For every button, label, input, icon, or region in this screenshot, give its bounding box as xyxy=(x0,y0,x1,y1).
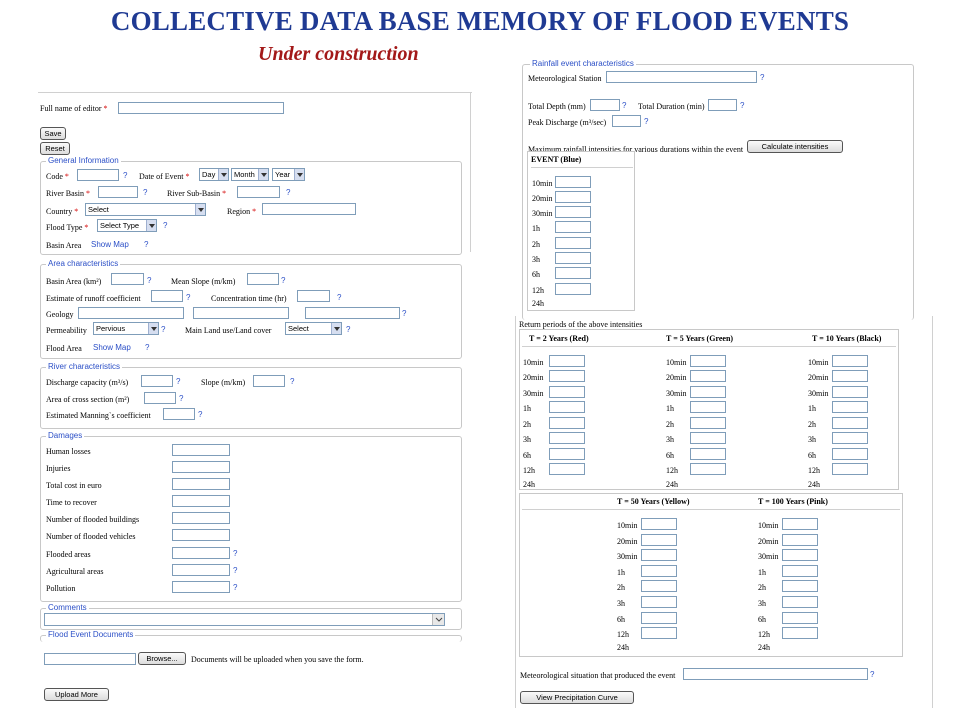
t50-duration-label: 2h xyxy=(617,583,625,592)
t50-duration-label: 24h xyxy=(617,643,629,652)
top-divider xyxy=(38,92,472,93)
t10-duration-label: 2h xyxy=(808,420,816,429)
concentration-time-help-icon[interactable]: ? xyxy=(337,293,342,302)
t100-1h-input[interactable] xyxy=(782,565,818,577)
return-periods-right-edge xyxy=(932,316,933,708)
return-periods-left-edge xyxy=(515,316,516,708)
t50-6h-input[interactable] xyxy=(641,612,677,624)
event-header-divider xyxy=(531,167,633,168)
runoff-coefficient-help-icon[interactable]: ? xyxy=(186,293,191,302)
t10-duration-label: 1h xyxy=(808,404,816,413)
t100-2h-input[interactable] xyxy=(782,580,818,592)
event-6h-input[interactable] xyxy=(555,267,591,279)
page-subtitle: Under construction xyxy=(258,43,419,65)
damage-label-time-to-recover: Time to recover xyxy=(46,498,97,507)
t5-duration-label: 2h xyxy=(666,420,674,429)
t2-duration-label: 3h xyxy=(523,435,531,444)
t5-duration-label: 24h xyxy=(666,480,678,489)
event-duration-label: 3h xyxy=(532,255,540,264)
t5-6h-input[interactable] xyxy=(690,448,726,460)
t100-10min-input[interactable] xyxy=(782,518,818,530)
damage-label-pollution: Pollution xyxy=(46,584,76,593)
mean-slope-help-icon[interactable]: ? xyxy=(281,276,286,285)
total-duration-input[interactable] xyxy=(708,99,737,111)
concentration-time-input[interactable] xyxy=(297,290,330,302)
t10-duration-label: 6h xyxy=(808,451,816,460)
geology-input-3[interactable] xyxy=(305,307,400,319)
river-sub-basin-help-icon[interactable]: ? xyxy=(286,188,291,197)
runoff-coefficient-input[interactable] xyxy=(151,290,183,302)
country-select[interactable]: Select xyxy=(85,203,206,216)
slope-label: Slope (m/km) xyxy=(201,378,246,387)
river-basin-label: River Basin * xyxy=(46,189,90,198)
t10-20min-input[interactable] xyxy=(832,370,868,382)
total-cost-input[interactable] xyxy=(172,478,230,490)
basin-area-help-icon[interactable]: ? xyxy=(144,240,149,249)
month-select[interactable]: Month xyxy=(231,168,269,181)
t50-duration-label: 10min xyxy=(617,521,638,530)
flood-area-help-icon[interactable]: ? xyxy=(145,343,150,352)
flood-type-label: Flood Type * xyxy=(46,223,89,232)
basin-area-label: Basin Area xyxy=(46,241,82,250)
t10-duration-label: 12h xyxy=(808,466,820,475)
damage-label-total-cost: Total cost in euro xyxy=(46,481,102,490)
event-duration-label: 20min xyxy=(532,194,553,203)
t50-2h-input[interactable] xyxy=(641,580,677,592)
agricultural-areas-input[interactable] xyxy=(172,564,230,576)
cross-section-input[interactable] xyxy=(144,392,176,404)
meteo-situation-input[interactable] xyxy=(683,668,868,680)
event-duration-label: 6h xyxy=(532,270,540,279)
t10-10min-input[interactable] xyxy=(832,355,868,367)
event-duration-label: 24h xyxy=(532,299,544,308)
t5-duration-label: 1h xyxy=(666,404,674,413)
chevron-down-icon xyxy=(258,169,268,180)
t2-header: T = 2 Years (Red) xyxy=(529,334,589,343)
t5-3h-input[interactable] xyxy=(690,432,726,444)
event-30min-input[interactable] xyxy=(555,206,591,218)
t10-duration-label: 20min xyxy=(808,373,829,382)
permeability-select[interactable]: Pervious xyxy=(93,322,159,335)
t100-duration-label: 10min xyxy=(758,521,779,530)
t10-1h-input[interactable] xyxy=(832,401,868,413)
area-characteristics-legend: Area characteristics xyxy=(48,259,119,268)
save-button[interactable]: Save xyxy=(40,127,66,140)
discharge-capacity-input[interactable] xyxy=(141,375,173,387)
t5-1h-input[interactable] xyxy=(690,401,726,413)
t10-header: T = 10 Years (Black) xyxy=(812,334,882,343)
event-duration-label: 10min xyxy=(532,179,553,188)
region-label: Region * xyxy=(227,207,257,216)
flood-type-help-icon[interactable]: ? xyxy=(163,221,168,230)
event-duration-label: 12h xyxy=(532,286,544,295)
runoff-coefficient-label: Estimate of runoff coefficient xyxy=(46,294,141,303)
t100-duration-label: 12h xyxy=(758,630,770,639)
event-duration-label: 1h xyxy=(532,224,540,233)
time-to-recover-input[interactable] xyxy=(172,495,230,507)
t50-duration-label: 1h xyxy=(617,568,625,577)
event-blue-header: EVENT (Blue) xyxy=(531,155,582,164)
t5-duration-label: 12h xyxy=(666,466,678,475)
year-select[interactable]: Year xyxy=(272,168,305,181)
t10-duration-label: 24h xyxy=(808,480,820,489)
manning-coefficient-help-icon[interactable]: ? xyxy=(198,410,203,419)
discharge-capacity-help-icon[interactable]: ? xyxy=(176,377,181,386)
t100-duration-label: 30min xyxy=(758,552,779,561)
event-2h-input[interactable] xyxy=(555,237,591,249)
t100-30min-input[interactable] xyxy=(782,549,818,561)
t2-duration-label: 10min xyxy=(523,358,544,367)
geology-input-1[interactable] xyxy=(78,307,184,319)
t2-duration-label: 20min xyxy=(523,373,544,382)
river-sub-basin-input[interactable] xyxy=(237,186,280,198)
station-input[interactable] xyxy=(606,71,757,83)
t5-12h-input[interactable] xyxy=(690,463,726,475)
flood-type-select[interactable]: Select Type xyxy=(97,219,157,232)
t100-duration-label: 2h xyxy=(758,583,766,592)
event-duration-label: 30min xyxy=(532,209,553,218)
flood-area-label: Flood Area xyxy=(46,344,82,353)
slope-input[interactable] xyxy=(253,375,285,387)
cross-section-label: Area of cross section (m²) xyxy=(46,395,130,404)
damage-label-human-losses: Human losses xyxy=(46,447,91,456)
t50-30min-input[interactable] xyxy=(641,549,677,561)
t2-10min-input[interactable] xyxy=(549,355,585,367)
t50-header: T = 50 Years (Yellow) xyxy=(617,497,690,506)
chevron-down-icon xyxy=(218,169,228,180)
t10-duration-label: 30min xyxy=(808,389,829,398)
river-sub-basin-label: River Sub-Basin * xyxy=(167,189,227,198)
flood-area-show-map-link[interactable]: Show Map xyxy=(93,343,131,352)
total-depth-input[interactable] xyxy=(590,99,620,111)
chevron-down-icon xyxy=(331,323,341,334)
t2-duration-label: 30min xyxy=(523,389,544,398)
t5-20min-input[interactable] xyxy=(690,370,726,382)
geology-label: Geology xyxy=(46,310,74,319)
date-of-event-label: Date of Event * xyxy=(139,172,190,181)
comments-textarea[interactable] xyxy=(44,613,445,626)
t100-6h-input[interactable] xyxy=(782,612,818,624)
return-periods-header-divider xyxy=(522,346,896,347)
peak-discharge-label: Peak Discharge (m³/sec) xyxy=(528,118,607,127)
t50-duration-label: 12h xyxy=(617,630,629,639)
chevron-down-icon xyxy=(146,220,156,231)
browse-button[interactable]: Browse... xyxy=(138,652,186,665)
manning-coefficient-input[interactable] xyxy=(163,408,195,420)
t2-6h-input[interactable] xyxy=(549,448,585,460)
river-basin-help-icon[interactable]: ? xyxy=(143,188,148,197)
injuries-input[interactable] xyxy=(172,461,230,473)
concentration-time-label: Concentration time (hr) xyxy=(211,294,287,303)
return-periods-table-lower xyxy=(519,493,903,657)
flooded-areas-help-icon[interactable]: ? xyxy=(233,549,238,558)
t2-30min-input[interactable] xyxy=(549,386,585,398)
t100-20min-input[interactable] xyxy=(782,534,818,546)
land-use-help-icon[interactable]: ? xyxy=(346,325,351,334)
t2-duration-label: 24h xyxy=(523,480,535,489)
return-periods-lower-divider xyxy=(522,509,900,510)
t10-6h-input[interactable] xyxy=(832,448,868,460)
t5-duration-label: 10min xyxy=(666,358,687,367)
river-basin-input[interactable] xyxy=(98,186,138,198)
slope-help-icon[interactable]: ? xyxy=(290,377,295,386)
t100-duration-label: 24h xyxy=(758,643,770,652)
manning-coefficient-label: Estimated Manning`s coefficient xyxy=(46,411,151,420)
event-1h-input[interactable] xyxy=(555,221,591,233)
chevron-down-icon xyxy=(148,323,158,334)
permeability-label: Permeability xyxy=(46,326,87,335)
t5-duration-label: 6h xyxy=(666,451,674,460)
damage-label-flooded-areas: Flooded areas xyxy=(46,550,91,559)
human-losses-input[interactable] xyxy=(172,444,230,456)
damage-label-flooded-buildings: Number of flooded buildings xyxy=(46,515,140,524)
event-20min-input[interactable] xyxy=(555,191,591,203)
total-duration-help-icon[interactable]: ? xyxy=(740,101,745,110)
max-intensities-label: Maximum rainfall intensities for various durations within the event xyxy=(528,145,744,154)
t50-duration-label: 30min xyxy=(617,552,638,561)
editor-label: Full name of editor * xyxy=(40,104,108,113)
t5-10min-input[interactable] xyxy=(690,355,726,367)
damages-legend: Damages xyxy=(48,431,83,440)
permeability-help-icon[interactable]: ? xyxy=(161,325,166,334)
region-input[interactable] xyxy=(262,203,356,215)
calculate-intensities-button[interactable]: Calculate intensities xyxy=(747,140,843,153)
t100-duration-label: 1h xyxy=(758,568,766,577)
damage-label-flooded-vehicles: Number of flooded vehicles xyxy=(46,532,136,541)
mean-slope-input[interactable] xyxy=(247,273,279,285)
t50-12h-input[interactable] xyxy=(641,627,677,639)
damage-label-agricultural-areas: Agricultural areas xyxy=(46,567,104,576)
upload-more-button[interactable]: Upload More xyxy=(44,688,109,701)
t2-3h-input[interactable] xyxy=(549,432,585,444)
t50-10min-input[interactable] xyxy=(641,518,677,530)
t100-12h-input[interactable] xyxy=(782,627,818,639)
event-duration-label: 2h xyxy=(532,240,540,249)
mean-slope-label: Mean Slope (m/km) xyxy=(171,277,236,286)
geology-help-icon[interactable]: ? xyxy=(402,309,407,318)
t50-1h-input[interactable] xyxy=(641,565,677,577)
t10-2h-input[interactable] xyxy=(832,417,868,429)
code-input[interactable] xyxy=(77,169,119,181)
geology-input-2[interactable] xyxy=(193,307,289,319)
country-label: Country * xyxy=(46,207,79,216)
code-help-icon[interactable]: ? xyxy=(123,171,128,180)
left-panel-edge xyxy=(470,92,471,252)
flooded-buildings-input[interactable] xyxy=(172,512,230,524)
t2-1h-input[interactable] xyxy=(549,401,585,413)
flooded-vehicles-input[interactable] xyxy=(172,529,230,541)
cross-section-help-icon[interactable]: ? xyxy=(179,394,184,403)
chevron-down-icon xyxy=(195,204,205,215)
t2-duration-label: 2h xyxy=(523,420,531,429)
comments-legend: Comments xyxy=(48,603,87,612)
total-depth-help-icon[interactable]: ? xyxy=(622,101,627,110)
flooded-areas-input[interactable] xyxy=(172,547,230,559)
basin-area-km-label: Basin Area (km²) xyxy=(46,277,102,286)
discharge-capacity-label: Discharge capacity (m³/s) xyxy=(46,378,129,387)
event-12h-input[interactable] xyxy=(555,283,591,295)
pollution-input[interactable] xyxy=(172,581,230,593)
t50-duration-label: 20min xyxy=(617,537,638,546)
t100-duration-label: 20min xyxy=(758,537,779,546)
station-help-icon[interactable]: ? xyxy=(760,73,765,82)
t50-duration-label: 6h xyxy=(617,615,625,624)
meteo-situation-label: Meteorological situation that produced the event xyxy=(520,671,676,680)
event-10min-input[interactable] xyxy=(555,176,591,188)
document-file-input[interactable] xyxy=(44,653,136,665)
t5-2h-input[interactable] xyxy=(690,417,726,429)
day-select[interactable]: Day xyxy=(199,168,229,181)
comments-scroll-icon[interactable] xyxy=(432,614,444,625)
peak-discharge-input[interactable] xyxy=(612,115,641,127)
page-title: COLLECTIVE DATA BASE MEMORY OF FLOOD EVENTS xyxy=(110,6,850,36)
basin-area-km-help-icon[interactable]: ? xyxy=(147,276,152,285)
view-precipitation-curve-button[interactable]: View Precipitation Curve xyxy=(520,691,634,704)
upload-note: Documents will be uploaded when you save the form. xyxy=(191,655,364,664)
river-characteristics-legend: River characteristics xyxy=(48,362,121,371)
t2-duration-label: 12h xyxy=(523,466,535,475)
general-information-legend: General Information xyxy=(48,156,119,165)
pollution-help-icon[interactable]: ? xyxy=(233,583,238,592)
agricultural-areas-help-icon[interactable]: ? xyxy=(233,566,238,575)
t5-header: T = 5 Years (Green) xyxy=(666,334,734,343)
documents-legend: Flood Event Documents xyxy=(48,630,134,639)
meteo-situation-help-icon[interactable]: ? xyxy=(870,670,875,679)
return-periods-intro: Return periods of the above intensities xyxy=(519,320,643,329)
t2-20min-input[interactable] xyxy=(549,370,585,382)
t50-3h-input[interactable] xyxy=(641,596,677,608)
t100-duration-label: 3h xyxy=(758,599,766,608)
t2-duration-label: 6h xyxy=(523,451,531,460)
t10-30min-input[interactable] xyxy=(832,386,868,398)
basin-area-show-map-link[interactable]: Show Map xyxy=(91,240,129,249)
t10-duration-label: 3h xyxy=(808,435,816,444)
damage-label-injuries: Injuries xyxy=(46,464,71,473)
t100-header: T = 100 Years (Pink) xyxy=(758,497,828,506)
land-use-select[interactable]: Select xyxy=(285,322,342,335)
land-use-label: Main Land use/Land cover xyxy=(185,326,272,335)
t10-12h-input[interactable] xyxy=(832,463,868,475)
station-label: Meteorological Station xyxy=(528,74,602,83)
t10-duration-label: 10min xyxy=(808,358,829,367)
t2-duration-label: 1h xyxy=(523,404,531,413)
chevron-down-icon xyxy=(294,169,304,180)
t5-duration-label: 3h xyxy=(666,435,674,444)
rainfall-legend: Rainfall event characteristics xyxy=(532,59,634,68)
t50-20min-input[interactable] xyxy=(641,534,677,546)
editor-name-input[interactable] xyxy=(118,102,284,114)
t2-2h-input[interactable] xyxy=(549,417,585,429)
t100-3h-input[interactable] xyxy=(782,596,818,608)
t5-duration-label: 30min xyxy=(666,389,687,398)
reset-button[interactable]: Reset xyxy=(40,142,70,155)
event-3h-input[interactable] xyxy=(555,252,591,264)
t10-3h-input[interactable] xyxy=(832,432,868,444)
t5-duration-label: 20min xyxy=(666,373,687,382)
total-depth-label: Total Depth (mm) xyxy=(528,102,586,111)
basin-area-km-input[interactable] xyxy=(111,273,144,285)
t2-12h-input[interactable] xyxy=(549,463,585,475)
t5-30min-input[interactable] xyxy=(690,386,726,398)
code-label: Code * xyxy=(46,172,69,181)
t100-duration-label: 6h xyxy=(758,615,766,624)
t50-duration-label: 3h xyxy=(617,599,625,608)
peak-discharge-help-icon[interactable]: ? xyxy=(644,117,649,126)
total-duration-label: Total Duration (min) xyxy=(638,102,705,111)
